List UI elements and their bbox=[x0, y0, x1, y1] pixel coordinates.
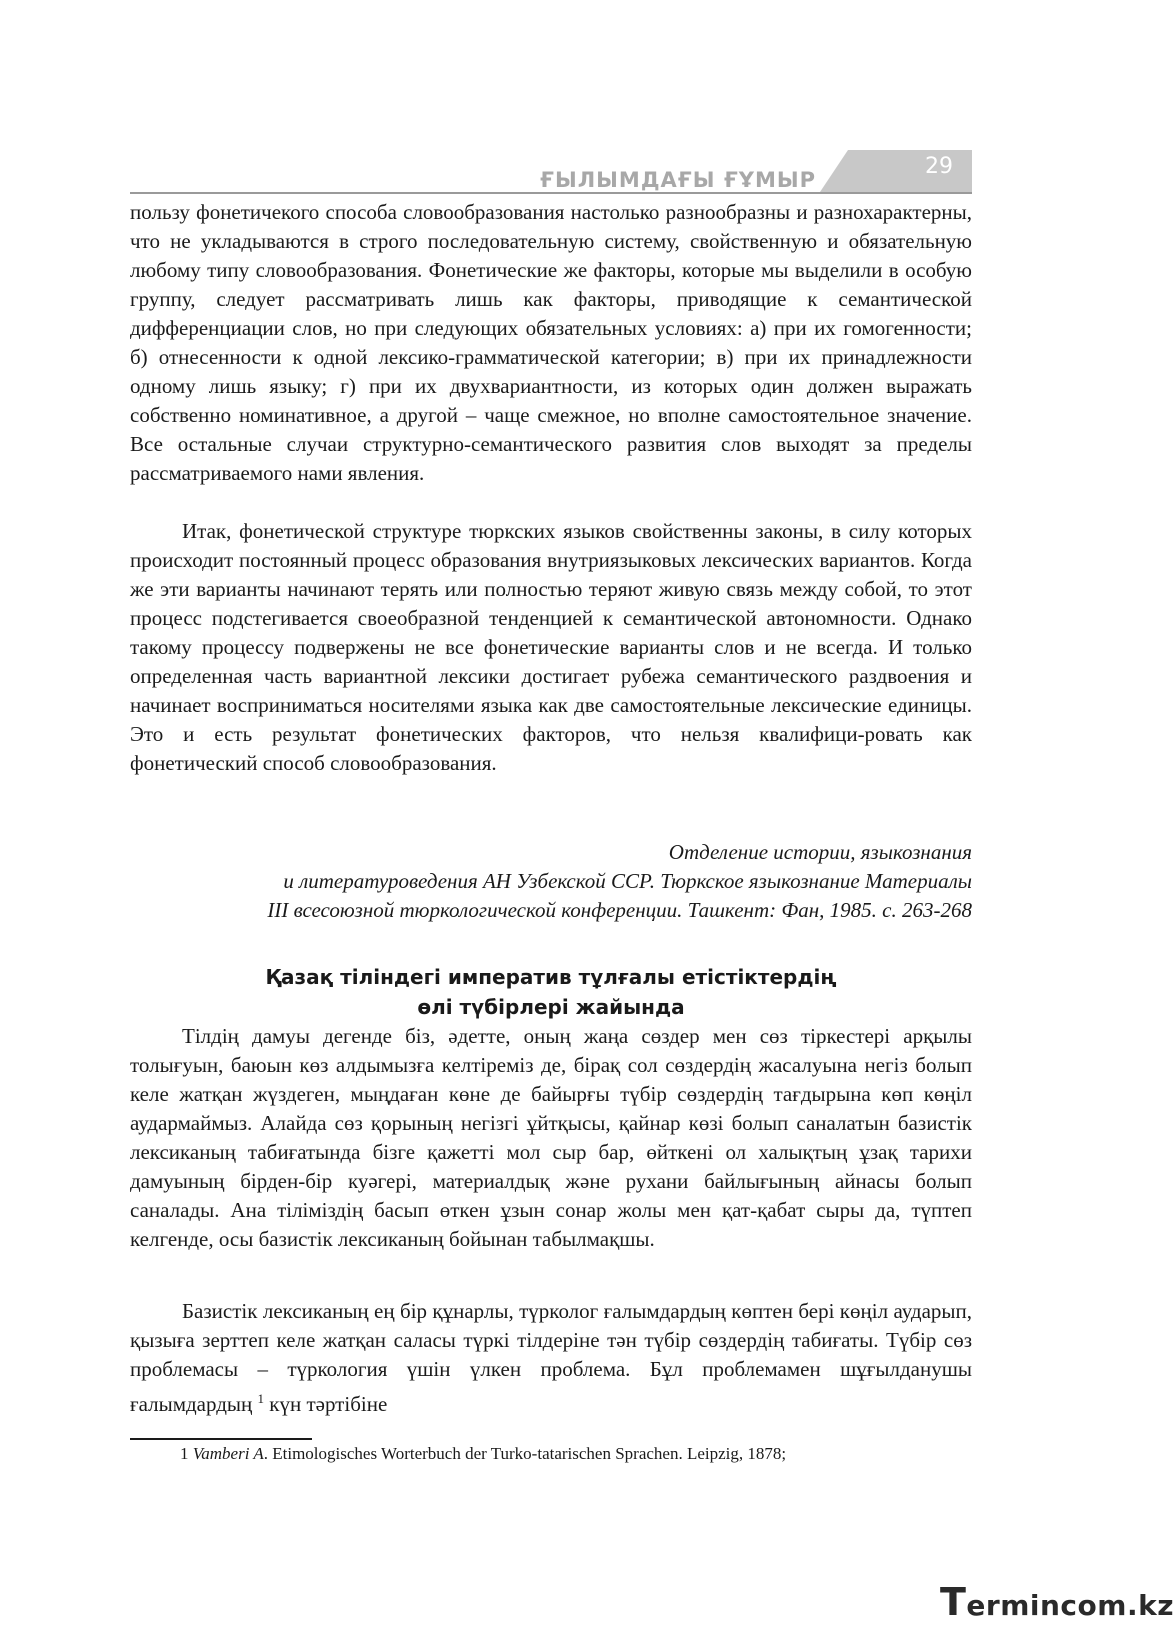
section-title bbox=[130, 962, 972, 1022]
footnote-reference: 1 bbox=[257, 1391, 265, 1406]
header-rule bbox=[130, 192, 972, 194]
section-title-line-1: Қазақ тіліндегі императив тұлғалы етістіктердің bbox=[265, 965, 837, 989]
footnote-author: Vamberi A bbox=[192, 1444, 264, 1463]
paragraph-4-text: Базистік лексиканың ең бір құнарлы, түрколог ғалымдардың көптен бері көңіл аударып, қызыға зерттеп келе жатқан саласы түркі тілдеріне тән түбір сөздердің табиғаты. Түбір сөз проблемасы – түркология үшін үлкен проблема. Бұл проблемамен шұғылданушы ғалымдардың bbox=[130, 1299, 972, 1416]
footnote-rule bbox=[130, 1438, 312, 1440]
paragraph-4 bbox=[130, 1297, 972, 1419]
page-number: 29 bbox=[925, 154, 953, 179]
paragraph-1: пользу фонетичекого способа словообразования настолько разнообразны и разнохарактерны, что не укладываются в строго последовательную систему, свойственную и обязательную любому типу словообразования. Фонетические же факторы, которые мы выделили в особую группу, следует рассматривать лишь как факторы, приводящие к семантической дифференциации слов, но при следующих обязательных условиях: а) при их гомогенности; б) отнесенности к одной лексико-грамматической категории; в) при их принадлежности одному лишь языку; г) при их двухвариантности, из которых один должен выражать собственно номинативное, а другой – чаще смежное, но вполне самостоятельное значение. Все остальные случаи структурно-семантического развития слов выходят за пределы рассматриваемого нами явления. bbox=[130, 200, 972, 485]
paragraph-4-end: күн тәртібіне bbox=[264, 1392, 388, 1416]
footnote-number: 1 bbox=[180, 1444, 189, 1463]
footnote-text: . Etimologisches Worterbuch der Turko-tatarischen Sprachen. Leipzig, 1878; bbox=[263, 1444, 787, 1463]
citation bbox=[130, 838, 972, 925]
section-title-line-2: өлі түбірлері жайында bbox=[417, 995, 685, 1019]
paragraph-2: Итак, фонетической структуре тюркских языков свойственны законы, в силу которых происходит постоянный процесс образования внутриязыковых лексических вариантов. Когда же эти варианты начинают терять или полностью теряют живую связь между собой, то этот процесс подстегивается своеобразной тенденцией к семантической автономности. Однако такому процессу подвержены не все фонетические варианты слов и не всегда. И только определенная часть вариантной лексики достигает рубежа семантического раздвоения и начинает восприниматься носителями языка как две самостоятельные лексические единицы. Это и есть результат фонетических факторов, что нельзя квалифици-ровать как фонетический способ словообразования. bbox=[130, 519, 972, 775]
citation-line-1: Отделение истории, языкознания bbox=[668, 840, 972, 864]
citation-line-3: III всесоюзной тюркологической конференции. Ташкент: Фан, 1985. с. 263-268 bbox=[267, 898, 972, 922]
footnote bbox=[180, 1442, 972, 1466]
citation-line-2: и литературоведения АН Узбекской ССР. Тюркское языкознание Материалы bbox=[283, 869, 972, 893]
running-title: ҒЫЛЫМДАҒЫ ҒҰМЫР bbox=[540, 168, 817, 192]
paragraph-3: Тілдің дамуы дегенде біз, әдетте, оның жаңа сөздер мен сөз тіркестері арқылы толығуын, баюын көз алдымызға келтіреміз де, бірақ сол сөздердің жасалуына негіз болып келе жатқан жүздеген, мыңдаған көне де байырғы түбір сөздердің тағдырына көп көңіл аудармаймыз. Алайда сөз қорының негізгі ұйтқысы, қайнар көзі болып саналатын базистік лексиканың табиғатында бізге қажетті мол сыр бар, өйткені ол халықтың ұзақ тарихи дамуының бірден-бір куәгері, материалдық және рухани байлығының айнасы болып саналады. Ана тіліміздің басып өткен ұзын сонар жолы мен қат-қабат сыры да, түптеп келгенде, осы базистік лексиканың бойынан табылмақшы. bbox=[130, 1024, 972, 1251]
watermark-logo: Termincоm.kz bbox=[940, 1580, 1174, 1624]
